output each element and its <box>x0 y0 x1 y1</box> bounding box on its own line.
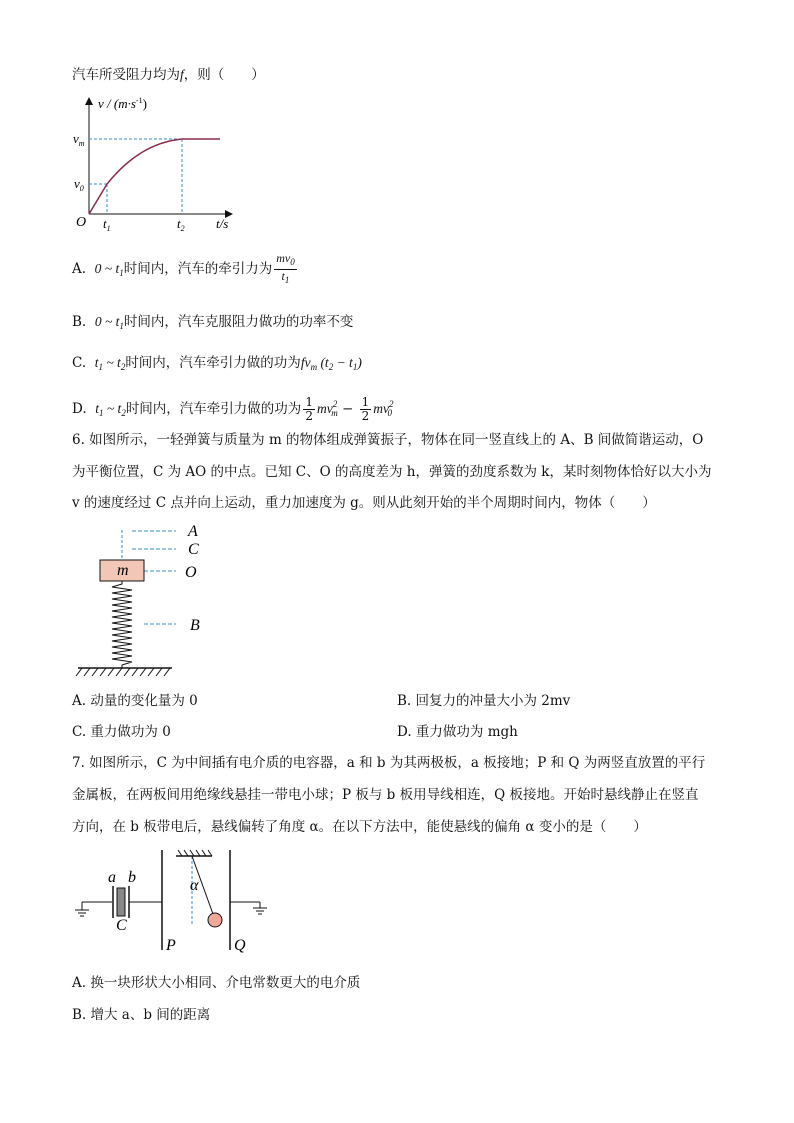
q5-option-c: C. $t_1$ ~ $t_2$时间内，汽车牵引力做的功为$fv_m$ $(t_2 - t_1)$ <box>72 355 362 372</box>
q5-stem: 汽车所受阻力均为f，则（ ） <box>72 67 265 83</box>
vm-label: $v_m$ <box>73 131 85 148</box>
q7-stem-line3: 方向，在 b 板带电后，悬线偏转了角度 α。在以下方法中，能使悬线的偏角 α 变小的是（ ） <box>72 819 647 835</box>
q7-option-b: B. 增大 a、b 间的距离 <box>72 1007 211 1023</box>
q7-stem-line2: 金属板，在两板间用绝缘线悬挂一带电小球；P 板与 b 板用导线相连，Q 板接地。开始时悬线静止在竖直 <box>72 787 699 803</box>
f-symbol: f <box>180 67 184 82</box>
label-alpha: α <box>190 877 199 894</box>
q6-stem-line1: 6. 如图所示，一轻弹簧与质量为 m 的物体组成弹簧振子，物体在同一竖直线上的 A、B 间做简谐运动，O <box>72 432 704 448</box>
velocity-curve <box>89 139 220 214</box>
t1-label: $t_1$ <box>103 216 111 232</box>
label-P: P <box>166 937 176 954</box>
x-axis-label: t/s <box>216 216 229 231</box>
capacitor-pendulum-figure <box>72 846 272 958</box>
mass-label: m <box>117 562 129 579</box>
label-C-capacitor: C <box>116 917 127 934</box>
q6-stem-line2: 为平衡位置，C 为 AO 的中点。已知 C、O 的高度差为 h，弹簧的劲度系数为 k，某时刻物体恰好以大小为 <box>72 464 712 480</box>
label-A: A <box>188 523 198 540</box>
q6-option-d: D. 重力做功为 mgh <box>397 724 518 740</box>
spring <box>112 581 132 668</box>
ceiling-hatch <box>178 850 212 856</box>
label-a: a <box>108 869 116 886</box>
label-b: b <box>128 869 136 886</box>
dielectric <box>117 888 125 916</box>
label-O: O <box>185 564 197 581</box>
label-Q: Q <box>234 937 246 954</box>
label-B: B <box>190 617 200 634</box>
q7-stem-line1: 7. 如图所示，C 为中间插有电介质的电容器，a 和 b 为其两极板，a 板接地；P 和 Q 为两竖直放置的平行 <box>72 755 706 771</box>
q6-stem-line3: v 的速度经过 C 点并向上运动，重力加速度为 g。则从此刻开始的半个周期时间内，物体（ ） <box>72 495 656 511</box>
q7-option-a: A. 换一块形状大小相同、介电常数更大的电介质 <box>72 975 361 991</box>
charged-ball <box>208 913 222 927</box>
q5-option-a: A. 0 ~ $t_1$时间内，汽车的牵引力为 $\frac{mv_0}{t_1}$ <box>72 251 295 285</box>
origin-label: O <box>76 215 87 230</box>
q6-option-a: A. 动量的变化量为 0 <box>72 693 198 709</box>
spring-oscillator-figure <box>72 520 222 682</box>
traction-fraction: $\frac{mv_0}{t_1}$ <box>276 251 295 285</box>
q6-option-b: B. 回复力的冲量大小为 2mv <box>397 693 571 709</box>
velocity-time-graph <box>70 92 250 232</box>
q5-option-b: B. 0 ~ $t_1$时间内，汽车克服阻力做功的功率不变 <box>72 314 354 331</box>
q6-option-c: C. 重力做功为 0 <box>72 724 171 740</box>
v0-label: $v_0$ <box>74 176 84 193</box>
label-C: C <box>188 541 199 558</box>
ground-hatch <box>76 668 170 676</box>
t2-label: $t_2$ <box>177 216 185 232</box>
q5-option-d: D. $t_1$ ~ $t_2$时间内，汽车牵引力做的功为 $\frac{1}{2}$ $mv^2_m$ − $\frac{1}{2}$ $mv^2_0$ <box>72 395 394 423</box>
y-axis-label: $v / (m\cdot s^{-1})$ <box>98 96 147 111</box>
